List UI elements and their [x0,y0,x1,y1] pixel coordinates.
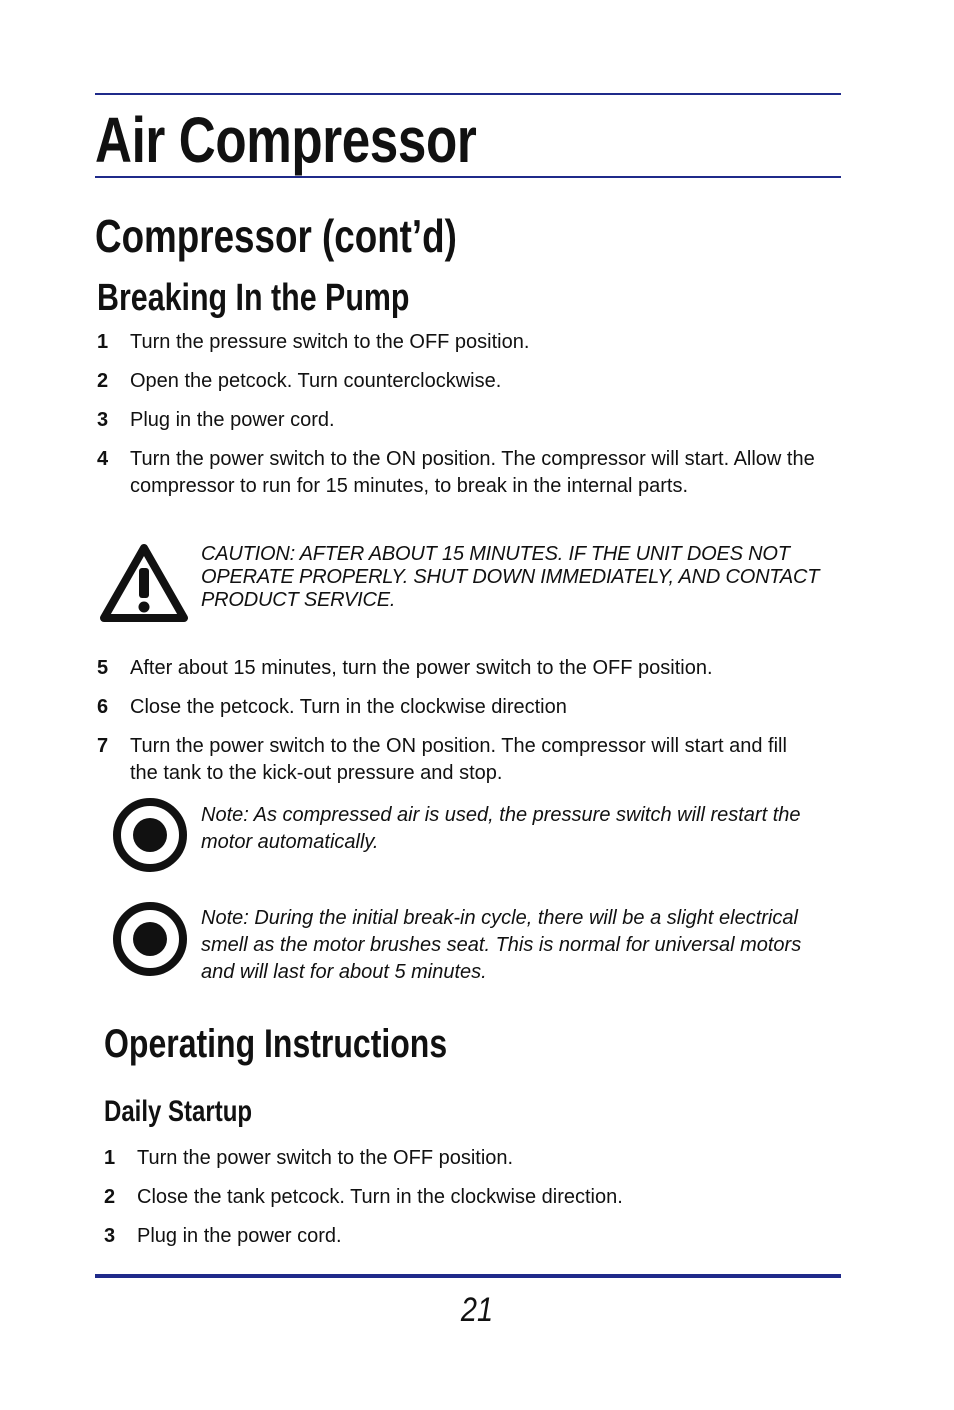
step-text: Plug in the power cord. [130,409,335,431]
note-text: Note: During the initial break-in cycle, there will be a slight electrical smell as the motor brushes seat. This is normal for universal motors and will last for about 5 minutes. [201,907,802,983]
step-text: Close the tank petcock. Turn in the clockwise direction. [137,1186,623,1208]
daily-startup-title: Daily Startup [104,1095,253,1128]
footer-rule [95,1274,841,1278]
step-text: Open the petcock. Turn counterclockwise. [130,370,502,392]
step-text: Turn the power switch to the ON position. The compressor will start and fill the tank to the kick-out pressure and stop. [130,735,787,784]
step-text: Turn the pressure switch to the OFF position. [130,331,530,353]
step-number: 6 [97,696,109,718]
step-number: 7 [97,735,109,757]
subsection-title: Breaking In the Pump [97,277,410,319]
step-number: 1 [97,331,109,353]
header-bottom-rule [95,176,841,178]
section-title: Compressor (cont’d) [95,210,457,262]
step-number: 4 [97,448,109,470]
warning-triangle-icon [98,542,190,624]
step-number: 2 [97,370,109,392]
step-text: Turn the power switch to the OFF position. [137,1147,514,1169]
step-text: Close the petcock. Turn in the clockwise direction [130,696,567,718]
note-target-icon [112,901,188,977]
note-target-icon [112,797,188,873]
step-number: 5 [97,657,109,679]
step-number: 2 [104,1186,116,1208]
note-text: Note: As compressed air is used, the pressure switch will restart the motor automatically. [201,804,801,853]
step-number: 1 [104,1147,116,1169]
step-number: 3 [97,409,109,431]
step-text: Turn the power switch to the ON position. The compressor will start. Allow the compressor to run for 15 minutes, to break in the internal parts. [130,448,815,497]
header-top-rule [95,93,841,95]
caution-text: CAUTION: AFTER ABOUT 15 MINUTES. IF THE UNIT DOES NOT OPERATE PROPERLY. SHUT DOWN IMMEDIATELY, AND CONTACT PRODUCT SERVICE. [201,543,820,611]
step-text: Plug in the power cord. [137,1225,342,1247]
step-text: After about 15 minutes, turn the power switch to the OFF position. [130,657,713,679]
step-number: 3 [104,1225,116,1247]
page-title: Air Compressor [95,104,477,176]
page-number: 21 [460,1291,494,1329]
operating-instructions-title: Operating Instructions [104,1022,448,1066]
